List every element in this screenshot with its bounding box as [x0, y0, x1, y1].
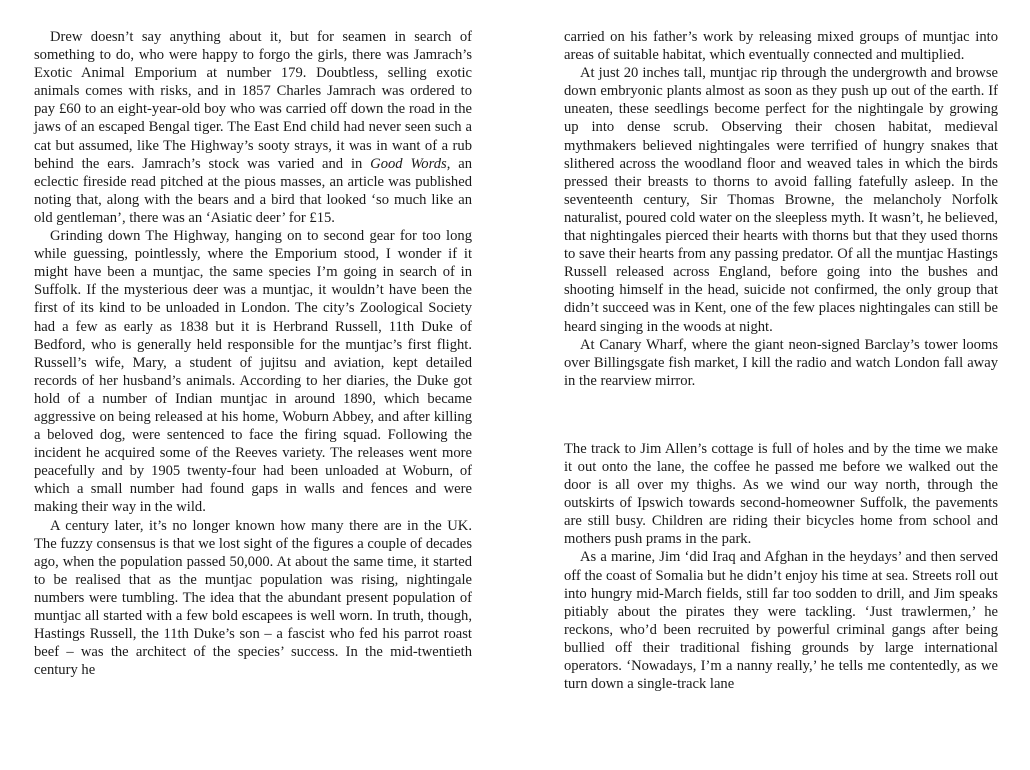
paragraph-text: , an eclectic fireside read pitched at the pious masses, an article was published noting that, along with the bears and a bird that looked ‘so much like an old gentleman’, there was an ‘Asiatic deer’ for £15.: [34, 155, 472, 226]
paragraph: carried on his father’s work by releasing mixed groups of muntjac into areas of suitable habitat, which eventually connected and multiplied.: [564, 29, 998, 64]
italic-title: Good Words: [370, 155, 447, 172]
paragraph: At Canary Wharf, where the giant neon-signed Barclay’s tower looms over Billingsgate fish market, I kill the radio and watch London fall away in the rearview mirror.: [564, 336, 998, 389]
paragraph-text: Drew doesn’t say anything about it, but for seamen in search of something to do, who were happy to forgo the girls, there was Jamrach’s Exotic Animal Emporium at number 179. Doubtless, selling exotic animals comes with risks, and in 1857 Charles Jamrach was ordered to pay £60 to an eight-year-old boy who was carried off down the road in the jaws of an escaped Bengal tiger. The East End child had never seen such a cat but assumed, like The Highway’s sooty strays, it was in want of a rub behind the ears. Jamrach’s stock was varied and in: [34, 29, 472, 172]
paragraph: At just 20 inches tall, muntjac rip through the undergrowth and browse down embryonic plants almost as soon as they push up out of the earth. If uneaten, these seedlings become perfect for the nightingale by growing up into dense scrub. Observing their chosen habitat, medieval mythmakers believed nightingales were terrified of hungry snakes that slithered across the woodland floor and weaved tales in which the birds pressed their breasts to thorns to avoid falling fatefully asleep. In the seventeenth century, Sir Thomas Browne, the melancholy Norfolk naturalist, poured cold water on the sleepless myth. It wasn’t, he believed, that nightingales pierced their hearts with thorns but that they used thorns to save their hearts from any passing predator. Of all the muntjac Hastings Russell released across England, before going into the bushes and shooting himself in the head, suicide not confirmed, the only group that didn’t succeed was in Kent, one of the few places nightingales can still be heard singing in the woods at night.: [564, 65, 998, 335]
paragraph: Grinding down The Highway, hanging on to second gear for too long while guessing, pointlessly, where the Emporium stood, I wonder if it might have been a muntjac, the same species I’m going in search of in Suffolk. If the mysterious deer was a muntjac, it wouldn’t have been the first of its kind to be unloaded in London. The city’s Zoological Society had a few as early as 1838 but it is Herbrand Russell, 11th Duke of Bedford, who is generally held responsible for the muntjac’s first flight. Russell’s wife, Mary, a student of jujitsu and aviation, kept detailed records of her husband’s animals. According to her diaries, the Duke got hold of a number of Indian muntjac in around 1890, which became aggressive on being released at his home, Woburn Abbey, and after killing a beloved dog, were sentenced to face the firing squad. Following the incident he acquired some of the Reeves variety. The releases went more peacefully and by 1905 twenty-four had been unloaded at Woburn, of which a small number had found gaps in walls and fences and were making their way in the wild.: [34, 228, 472, 516]
right-page: [564, 28, 998, 693]
paragraph: A century later, it’s no longer known how many there are in the UK. The fuzzy consensus is that we lost sight of the figures a couple of decades ago, when the population passed 50,000. At about the same time, it started to be realised that as the muntjac population was rising, nightingale numbers were tumbling. The idea that the abundant present population of muntjac all started with a few bold escapees is well worn. In truth, though, Hastings Russell, the 11th Duke’s son – a fascist who fed his parrot roast beef – was the architect of the species’ success. In the mid-twentieth century he: [34, 517, 472, 679]
paragraph: As a marine, Jim ‘did Iraq and Afghan in the heydays’ and then served off the coast of Somalia but he didn’t enjoy his time at sea. Streets roll out into hungry mid-March fields, still far too sodden to drill, and Jim speaks pitiably about the pirates they were tackling. ‘Just trawlermen,’ he reckons, who’d been recruited by powerful criminal gangs after being bullied off their traditional fishing grounds by large international operators. ‘Nowadays, I’m a nanny really,’ he tells me contentedly, as we turn down a single-track lane: [564, 549, 998, 693]
section-break: [564, 390, 998, 440]
left-page: [34, 28, 472, 679]
paragraph: The track to Jim Allen’s cottage is full of holes and by the time we make it out onto the lane, the coffee he passed me before we walked out the door is all over my thighs. As we wind our way north, through the outskirts of Ipswich towards second-homeowner Suffolk, the pavements are still busy. Children are riding their bicycles home from school and mothers push prams in the park.: [564, 440, 998, 548]
paragraph: [34, 28, 472, 227]
